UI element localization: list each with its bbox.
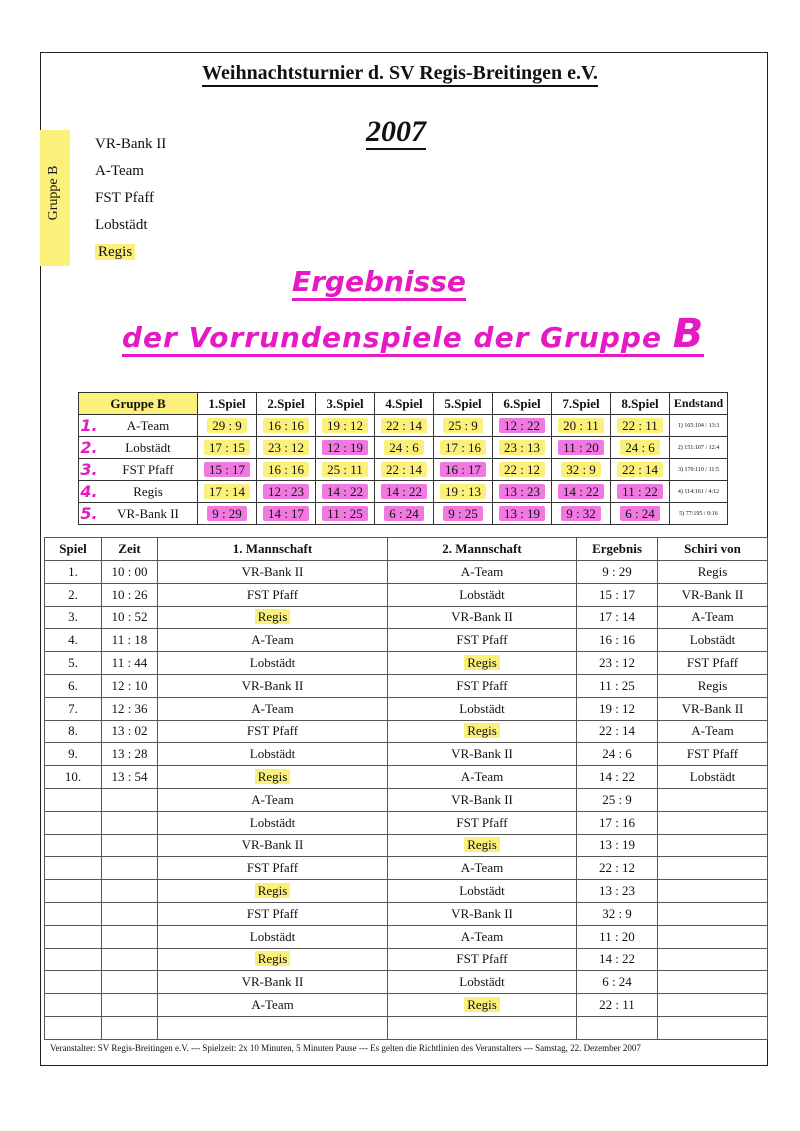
- score-value: 6 : 24: [620, 506, 660, 521]
- game-time: [102, 948, 158, 971]
- team-1: Lobstädt: [158, 743, 388, 766]
- score-value: 23 : 12: [263, 440, 309, 455]
- game-result: 22 : 11: [577, 994, 658, 1017]
- game-number: 7.: [45, 697, 102, 720]
- schedule-row: [45, 971, 768, 994]
- game-time: 11 : 18: [102, 629, 158, 652]
- referee-team: Lobstädt: [658, 629, 768, 652]
- score-value: 22 : 14: [381, 418, 427, 433]
- matrix-header: 4.Spiel: [375, 393, 434, 415]
- score-value: 12 : 19: [322, 440, 368, 455]
- game-time: 10 : 00: [102, 561, 158, 584]
- team-1: A-Team: [158, 788, 388, 811]
- score-cell: [611, 503, 670, 525]
- schedule-header: Zeit: [102, 538, 158, 561]
- score-cell: [434, 459, 493, 481]
- team-2: Regis: [388, 720, 577, 743]
- score-value: 13 : 23: [499, 484, 545, 499]
- score-value: 14 : 22: [558, 484, 604, 499]
- team-1: FST Pfaff: [158, 720, 388, 743]
- schedule-row: [45, 880, 768, 903]
- score-cell: [493, 415, 552, 437]
- team-1: Regis: [158, 880, 388, 903]
- game-time: [102, 811, 158, 834]
- game-result: [577, 1016, 658, 1039]
- team-1: VR-Bank II: [158, 971, 388, 994]
- rank-mark: 1.: [80, 416, 98, 435]
- game-time: [102, 925, 158, 948]
- game-result: 19 : 12: [577, 697, 658, 720]
- team-1: VR-Bank II: [158, 674, 388, 697]
- team-list-item: VR-Bank II: [95, 136, 167, 152]
- game-time: [102, 1016, 158, 1039]
- referee-team: Regis: [658, 561, 768, 584]
- matrix-team-name: VR-Bank II: [99, 503, 198, 525]
- team-2: VR-Bank II: [388, 606, 577, 629]
- score-cell: [611, 481, 670, 503]
- team-2: Regis: [388, 652, 577, 675]
- game-number: 3.: [45, 606, 102, 629]
- game-number: [45, 902, 102, 925]
- matrix-team-name: A-Team: [99, 415, 198, 437]
- schedule-row: [45, 629, 768, 652]
- matrix-team-name: FST Pfaff: [99, 459, 198, 481]
- schedule-row: [45, 994, 768, 1017]
- game-result: 14 : 22: [577, 948, 658, 971]
- team-2: Lobstädt: [388, 971, 577, 994]
- score-cell: [552, 503, 611, 525]
- schedule-row: [45, 720, 768, 743]
- score-cell: [434, 481, 493, 503]
- score-value: 9 : 29: [207, 506, 247, 521]
- game-number: [45, 788, 102, 811]
- game-number: [45, 811, 102, 834]
- team-1: Regis: [158, 948, 388, 971]
- results-subheading: der Vorrundenspiele der Gruppe B: [122, 311, 705, 357]
- referee-team: Lobstädt: [658, 766, 768, 789]
- team-1: Lobstädt: [158, 652, 388, 675]
- team-1: Regis: [158, 606, 388, 629]
- game-result: 16 : 16: [577, 629, 658, 652]
- game-number: [45, 834, 102, 857]
- score-cell: [257, 503, 316, 525]
- team-2: Lobstädt: [388, 880, 577, 903]
- score-cell: [257, 481, 316, 503]
- score-cell: [257, 415, 316, 437]
- score-value: 14 : 17: [263, 506, 309, 521]
- game-number: [45, 948, 102, 971]
- schedule-row: [45, 834, 768, 857]
- referee-team: [658, 788, 768, 811]
- game-result: 23 : 12: [577, 652, 658, 675]
- matrix-header: 5.Spiel: [434, 393, 493, 415]
- score-cell: [316, 481, 375, 503]
- score-value: 9 : 32: [561, 506, 601, 521]
- score-value: 13 : 19: [499, 506, 545, 521]
- game-number: 10.: [45, 766, 102, 789]
- score-value: 16 : 16: [263, 418, 309, 433]
- score-cell: [434, 415, 493, 437]
- referee-team: [658, 811, 768, 834]
- score-cell: [434, 503, 493, 525]
- score-cell: [375, 503, 434, 525]
- score-cell: [552, 459, 611, 481]
- matrix-header: 8.Spiel: [611, 393, 670, 415]
- game-time: 10 : 52: [102, 606, 158, 629]
- matrix-row: [79, 481, 728, 503]
- game-result: 15 : 17: [577, 583, 658, 606]
- matrix-header: 1.Spiel: [198, 393, 257, 415]
- game-number: 5.: [45, 652, 102, 675]
- score-cell: [198, 415, 257, 437]
- game-time: [102, 994, 158, 1017]
- team-2: Regis: [388, 834, 577, 857]
- schedule-row: [45, 811, 768, 834]
- team-2: A-Team: [388, 766, 577, 789]
- team-2: A-Team: [388, 561, 577, 584]
- results-matrix: [78, 392, 728, 525]
- referee-team: [658, 994, 768, 1017]
- group-tab-label: Gruppe B: [46, 165, 61, 221]
- score-value: 16 : 16: [263, 462, 309, 477]
- footer-note: Veranstalter: SV Regis-Breitingen e.V. --- Spielzeit: 2x 10 Minuten, 5 Minuten Pause --- Es gelten die Richtlinien des Veranstalters --- Samstag, 22. Dezember 2007: [50, 1043, 641, 1053]
- game-number: [45, 1016, 102, 1039]
- score-value: 17 : 16: [440, 440, 486, 455]
- score-cell: [611, 437, 670, 459]
- game-time: 12 : 36: [102, 697, 158, 720]
- schedule-row: [45, 857, 768, 880]
- team-2: Lobstädt: [388, 697, 577, 720]
- team-1: VR-Bank II: [158, 561, 388, 584]
- team-1: VR-Bank II: [158, 834, 388, 857]
- schedule-header-row: [45, 538, 768, 561]
- team-2: FST Pfaff: [388, 948, 577, 971]
- score-value: 16 : 17: [440, 462, 486, 477]
- score-cell: [552, 437, 611, 459]
- game-time: [102, 971, 158, 994]
- referee-team: A-Team: [658, 720, 768, 743]
- game-time: 13 : 28: [102, 743, 158, 766]
- team-list-item: Lobstädt: [95, 217, 148, 233]
- score-cell: [316, 459, 375, 481]
- team-list-item: A-Team: [95, 163, 144, 179]
- score-cell: [434, 437, 493, 459]
- endstand-cell: 5) 77:195 / 0:16: [670, 503, 728, 525]
- referee-team: [658, 948, 768, 971]
- schedule-row: [45, 697, 768, 720]
- game-time: 13 : 02: [102, 720, 158, 743]
- team-2: VR-Bank II: [388, 902, 577, 925]
- referee-team: [658, 971, 768, 994]
- score-value: 22 : 11: [617, 418, 663, 433]
- score-value: 25 : 11: [322, 462, 368, 477]
- schedule-row: [45, 788, 768, 811]
- referee-team: Regis: [658, 674, 768, 697]
- game-result: 13 : 23: [577, 880, 658, 903]
- score-value: 20 : 11: [558, 418, 604, 433]
- referee-team: [658, 880, 768, 903]
- score-value: 29 : 9: [207, 418, 247, 433]
- score-cell: [316, 503, 375, 525]
- score-cell: [375, 481, 434, 503]
- matrix-team-name: Regis: [99, 481, 198, 503]
- matrix-row: [79, 415, 728, 437]
- game-result: 24 : 6: [577, 743, 658, 766]
- team-2: A-Team: [388, 857, 577, 880]
- matrix-header-row: [79, 393, 728, 415]
- score-value: 19 : 12: [322, 418, 368, 433]
- endstand-cell: 4) 114:161 / 4:12: [670, 481, 728, 503]
- score-cell: [198, 503, 257, 525]
- game-number: 9.: [45, 743, 102, 766]
- game-result: 25 : 9: [577, 788, 658, 811]
- score-value: 25 : 9: [443, 418, 483, 433]
- game-number: 8.: [45, 720, 102, 743]
- score-cell: [611, 459, 670, 481]
- schedule-row: [45, 652, 768, 675]
- score-value: 12 : 23: [263, 484, 309, 499]
- score-value: 9 : 25: [443, 506, 483, 521]
- referee-team: VR-Bank II: [658, 583, 768, 606]
- matrix-row: [79, 503, 728, 525]
- team-1: A-Team: [158, 994, 388, 1017]
- game-time: [102, 902, 158, 925]
- team-2: A-Team: [388, 925, 577, 948]
- schedule-row: [45, 561, 768, 584]
- team-list-item: FST Pfaff: [95, 190, 155, 206]
- team-2: FST Pfaff: [388, 811, 577, 834]
- score-value: 11 : 22: [617, 484, 663, 499]
- team-2: [388, 1016, 577, 1039]
- referee-team: FST Pfaff: [658, 652, 768, 675]
- matrix-team-name: Lobstädt: [99, 437, 198, 459]
- matrix-header: 6.Spiel: [493, 393, 552, 415]
- referee-team: FST Pfaff: [658, 743, 768, 766]
- team-1: A-Team: [158, 697, 388, 720]
- score-cell: [493, 437, 552, 459]
- score-cell: [493, 459, 552, 481]
- score-cell: [198, 481, 257, 503]
- matrix-header: 2.Spiel: [257, 393, 316, 415]
- schedule-row: [45, 948, 768, 971]
- score-cell: [198, 459, 257, 481]
- schedule-header: 1. Mannschaft: [158, 538, 388, 561]
- game-number: 2.: [45, 583, 102, 606]
- matrix-row: [79, 437, 728, 459]
- score-cell: [257, 437, 316, 459]
- game-result: 11 : 20: [577, 925, 658, 948]
- schedule-row: [45, 902, 768, 925]
- score-value: 22 : 14: [617, 462, 663, 477]
- matrix-row: [79, 459, 728, 481]
- rank-mark: 5.: [80, 504, 98, 523]
- game-time: [102, 788, 158, 811]
- score-value: 17 : 14: [204, 484, 250, 499]
- game-time: 13 : 54: [102, 766, 158, 789]
- score-cell: [552, 481, 611, 503]
- group-tab: [40, 130, 70, 266]
- referee-team: A-Team: [658, 606, 768, 629]
- game-time: [102, 834, 158, 857]
- score-cell: [611, 415, 670, 437]
- score-value: 22 : 14: [381, 462, 427, 477]
- team-1: Regis: [158, 766, 388, 789]
- score-value: 24 : 6: [384, 440, 424, 455]
- rank-mark: 2.: [80, 438, 98, 457]
- score-cell: [198, 437, 257, 459]
- endstand-cell: 3) 170:110 / 11:5: [670, 459, 728, 481]
- schedule-header: Schiri von: [658, 538, 768, 561]
- schedule-header: 2. Mannschaft: [388, 538, 577, 561]
- score-cell: [257, 459, 316, 481]
- schedule-row: [45, 583, 768, 606]
- game-time: [102, 880, 158, 903]
- team-1: Lobstädt: [158, 925, 388, 948]
- score-cell: [552, 415, 611, 437]
- schedule-row: [45, 674, 768, 697]
- score-cell: [375, 437, 434, 459]
- score-value: 6 : 24: [384, 506, 424, 521]
- matrix-header: 3.Spiel: [316, 393, 375, 415]
- game-time: 10 : 26: [102, 583, 158, 606]
- results-heading: Ergebnisse: [292, 266, 466, 301]
- schedule-header: Ergebnis: [577, 538, 658, 561]
- game-number: [45, 880, 102, 903]
- game-number: 6.: [45, 674, 102, 697]
- game-result: 13 : 19: [577, 834, 658, 857]
- game-result: 6 : 24: [577, 971, 658, 994]
- schedule-header: Spiel: [45, 538, 102, 561]
- score-cell: [493, 481, 552, 503]
- team-1: FST Pfaff: [158, 902, 388, 925]
- score-value: 23 : 13: [499, 440, 545, 455]
- team-list-item: Regis: [95, 239, 166, 266]
- matrix-header-endstand: Endstand: [670, 393, 728, 415]
- team-2: FST Pfaff: [388, 674, 577, 697]
- team-1: [158, 1016, 388, 1039]
- game-time: [102, 857, 158, 880]
- year-label: 2007: [366, 115, 426, 148]
- matrix-header: 7.Spiel: [552, 393, 611, 415]
- game-result: 22 : 14: [577, 720, 658, 743]
- score-value: 12 : 22: [499, 418, 545, 433]
- team-2: VR-Bank II: [388, 788, 577, 811]
- game-result: 17 : 16: [577, 811, 658, 834]
- game-time: 11 : 44: [102, 652, 158, 675]
- referee-team: [658, 902, 768, 925]
- rank-mark: 4.: [80, 482, 98, 501]
- schedule-row: [45, 743, 768, 766]
- game-result: 32 : 9: [577, 902, 658, 925]
- team-2: Lobstädt: [388, 583, 577, 606]
- score-value: 19 : 13: [440, 484, 486, 499]
- score-value: 15 : 17: [204, 462, 250, 477]
- score-value: 14 : 22: [322, 484, 368, 499]
- rank-mark: 3.: [80, 460, 98, 479]
- game-number: 4.: [45, 629, 102, 652]
- team-2: VR-Bank II: [388, 743, 577, 766]
- referee-team: [658, 925, 768, 948]
- team-1: A-Team: [158, 629, 388, 652]
- game-number: [45, 971, 102, 994]
- schedule-table: [44, 537, 768, 1040]
- game-number: [45, 857, 102, 880]
- referee-team: [658, 834, 768, 857]
- game-result: 11 : 25: [577, 674, 658, 697]
- team-2: FST Pfaff: [388, 629, 577, 652]
- game-number: [45, 994, 102, 1017]
- team-list: [95, 131, 166, 266]
- team-1: FST Pfaff: [158, 583, 388, 606]
- endstand-cell: 2) 151:107 / 12:4: [670, 437, 728, 459]
- score-cell: [493, 503, 552, 525]
- page-title: Weihnachtsturnier d. SV Regis-Breitingen e.V.: [0, 62, 800, 85]
- game-time: 12 : 10: [102, 674, 158, 697]
- referee-team: [658, 857, 768, 880]
- score-cell: [375, 459, 434, 481]
- game-result: 17 : 14: [577, 606, 658, 629]
- schedule-row: [45, 1016, 768, 1039]
- team-1: Lobstädt: [158, 811, 388, 834]
- score-value: 11 : 20: [558, 440, 604, 455]
- team-2: Regis: [388, 994, 577, 1017]
- score-cell: [316, 415, 375, 437]
- score-value: 17 : 15: [204, 440, 250, 455]
- score-cell: [316, 437, 375, 459]
- schedule-row: [45, 766, 768, 789]
- game-result: 9 : 29: [577, 561, 658, 584]
- game-result: 14 : 22: [577, 766, 658, 789]
- game-result: 22 : 12: [577, 857, 658, 880]
- schedule-row: [45, 925, 768, 948]
- score-value: 11 : 25: [322, 506, 368, 521]
- matrix-header-group: Gruppe B: [79, 393, 198, 415]
- referee-team: VR-Bank II: [658, 697, 768, 720]
- game-number: 1.: [45, 561, 102, 584]
- team-1: FST Pfaff: [158, 857, 388, 880]
- score-cell: [375, 415, 434, 437]
- score-value: 22 : 12: [499, 462, 545, 477]
- game-number: [45, 925, 102, 948]
- score-value: 24 : 6: [620, 440, 660, 455]
- score-value: 32 : 9: [561, 462, 601, 477]
- schedule-row: [45, 606, 768, 629]
- endstand-cell: 1) 165:104 / 13:3: [670, 415, 728, 437]
- score-value: 14 : 22: [381, 484, 427, 499]
- referee-team: [658, 1016, 768, 1039]
